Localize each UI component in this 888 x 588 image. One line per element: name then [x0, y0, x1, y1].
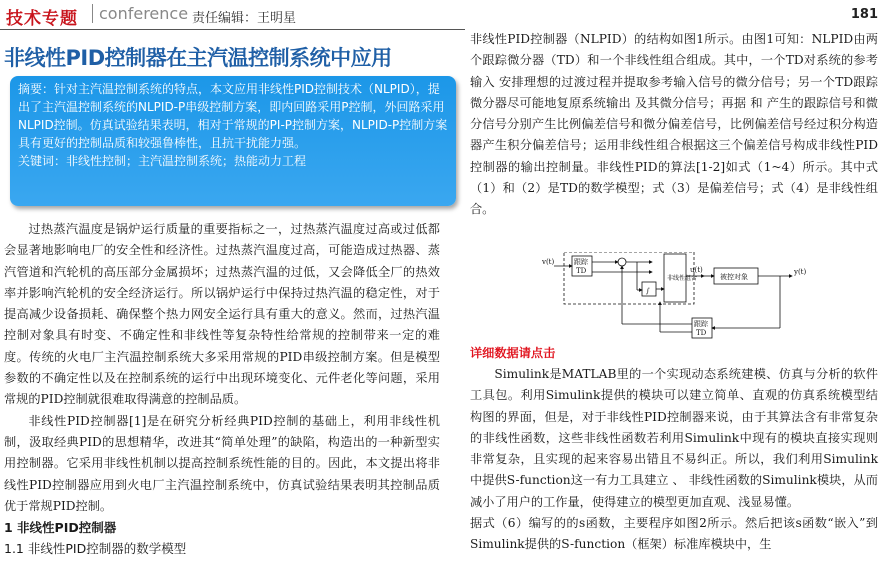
structure-paragraph: 非线性PID控制器（NLPID）的结构如图1所示。由图1可知：NLPID由两个跟踪微分器（TD）和一个非线性组合组成。其中，一个TD对系统的参考输入 安排理想的过渡过程并提取参考输入信号的微分信号；另一个TD跟踪微分器尽可能地复原系统输出 及其微分信号；再据 和 产生的跟踪信号和微分信号分别产生比例偏差信号和微分偏差信号，比例偏差信号经过积分构造器产生积分偏差信号；运用非线性组合根据这三个偏差信号构成非线性PID控制器的输出控制量。非线性PID的算法[1-2]如式（1~4）所示。其中式（1）和（2）是TD的数学模型；式（3）是偏差信号；式（4）是非线性组合。 [470, 32, 878, 217]
keywords: 关键词：非线性控制；主汽温控制系统；热能动力工程 [18, 154, 307, 168]
page-number: 181 [850, 7, 878, 22]
td2-label: TD [696, 329, 707, 337]
abstract-text: 摘要：针对主汽温控制系统的特点，本文应用非线性PID控制技术（NLPID），提出了主汽温控制系统的NLPID-P串级控制方案，即内回路采用P控制，外回路采用NLPID控制。仿真试验结果表明，相对于常规的PI-P控制方案，NLPID-P控制方案具有更好的控制品质和较强鲁棒性，且抗干扰能力强。 [18, 82, 448, 150]
editor-credit: 责任编辑：王明星 [192, 11, 297, 26]
left-column [4, 219, 440, 560]
section-tag: 技术专题 [6, 9, 78, 29]
nlpid-block-diagram [542, 252, 844, 344]
subsection-heading: 1.1 非线性PID控制器的数学模型 [4, 541, 187, 557]
header-rule [0, 29, 465, 30]
page-header [0, 0, 888, 32]
simulink-paragraph: Simulink是MATLAB里的一个实现动态系统建模、仿真与分析的软件工具包。利用Simulink提供的模块可以建立简单、直观的仿真系统模型结构图的界面，但是，对于非线性PID控制器来说，由于其算法含有非常复杂的非线性函数，这些非线性函数若利用Simulink中现有的模块直接实现则非常复杂，且实现的起来容易出错且不易纠正。所以，我们利用Simulink中提供S-function这一有力工具建立 、 非线性函数的Simulink模块，从而减小了用户的工作量，使得建立的模型更加直观、浅显易懂。 [470, 366, 878, 509]
nonlinear-combination-label: 非线性组合 [667, 275, 698, 282]
sfunction-paragraph: 据式（6）编写的的s函数，主要程序如图2所示。然后把该s函数“嵌入”到Simulink提供的S-function（框架）标准库模块中，生 [470, 516, 878, 552]
figure-input-label: v(t) [542, 258, 555, 266]
integrator-symbol: ∫ [646, 287, 650, 295]
td1-label: TD [576, 267, 587, 275]
figure-output-label: y(t) [794, 268, 807, 276]
abstract-box [10, 76, 456, 206]
section-heading: 1 非线性PID控制器 [4, 520, 117, 536]
td1-prefix: 跟踪 [574, 258, 588, 266]
detail-data-link[interactable]: 详细数据请点击 [470, 345, 556, 360]
intro-paragraph: 过热蒸汽温度是锅炉运行质量的重要指标之一，过热蒸汽温度过高或过低都会显著地影响电厂的安全性和经济性。过热蒸汽温度过高，可能造成过热器、蒸汽管道和汽轮机的高压部分金属损坏；过热蒸汽温的过低，又会降低全厂的热效率并影响汽轮机的安全经济运行。所以锅炉运行中保持过热汽温的稳定性，对于提高减少设备损耗、确保整个热力网安全运行具有重大的意义。然而，过热汽温控制对象具有时变、不确定性和非线性等复杂特性给常规的控制带来一定的难度。传统的火电厂主汽温控制系统大多采用常规的PID串级控制方案。但是模型参数的不确定性以及在控制系统的运行中出现环境变化、元件老化等问题，采用常规的PID控制就很难取得满意的控制品质。 [4, 222, 440, 407]
td2-prefix: 跟踪 [694, 320, 708, 328]
article-title: 非线性PID控制器在主汽温控制系统中应用 [4, 46, 392, 70]
nlpid-intro-paragraph: 非线性PID控制器[1]是在研究分析经典PID控制的基础上，利用非线性机制，汲取经典PID的思想精华，改进其“简单处理”的缺陷，构造出的一种新型实用控制器。它采用非线性机制以提高控制系统性能的目的。因此，本文提出将非线性PID控制器应用到火电厂主汽温控制系统中，仿真试验结果表明其控制品质优于常规PID控制。 [4, 413, 440, 513]
section-tag-english: conference [92, 4, 188, 23]
plant-label: 被控对象 [720, 273, 748, 281]
control-signal-label: u(t) [690, 266, 703, 274]
